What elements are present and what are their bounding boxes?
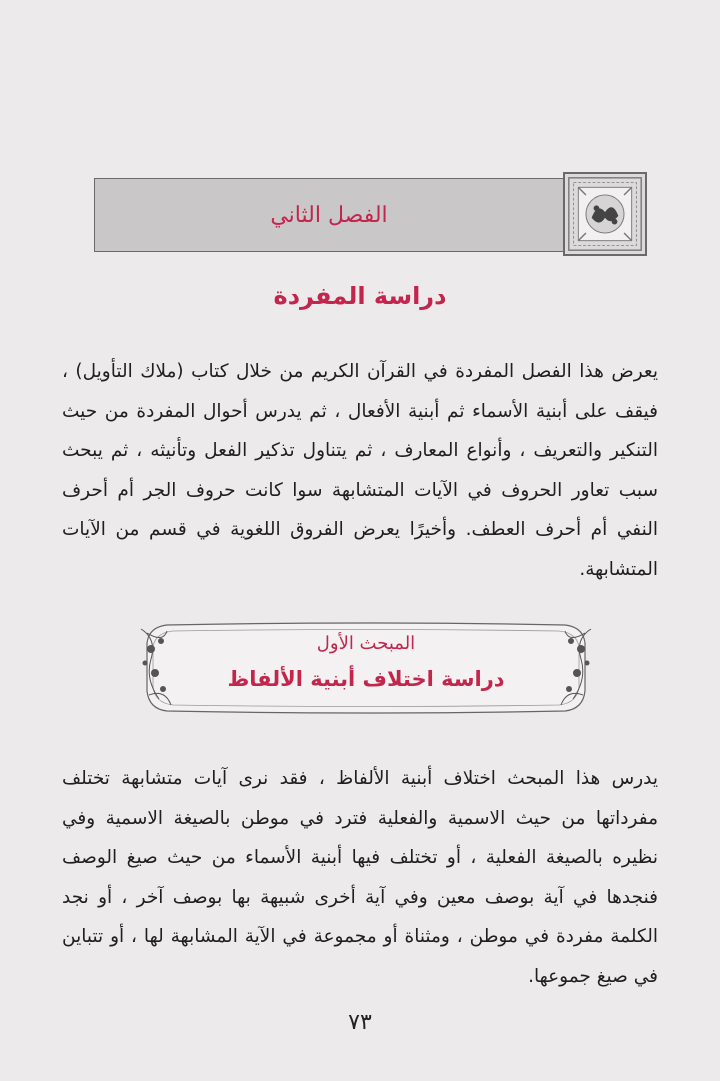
chapter-header [94, 178, 564, 252]
ornament-emblem-icon [563, 172, 647, 256]
subsection-label: المبحث الأول [316, 633, 416, 654]
subsection-title: دراسة اختلاف أبنية الألفاظ [227, 667, 505, 691]
page-number: ٧٣ [348, 1010, 372, 1035]
section-paragraph: يعرض هذا الفصل المفردة في القرآن الكريم من خلال كتاب (ملاك التأويل) ، فيقف على أبنية الأسماء ثم أبنية الأفعال ، ثم يدرس أحوال المفردة من حيث التنكير والتعريف ، وأنواع المعارف ، ثم يتناول تذكير الفعل وتأنيثه ، ثم يبحث سبب تعاور الحروف في الآيات المتشابهة سوا كانت حروف الجر أم أحرف النفي أم أحرف العطف. وأخيرًا يعرض الفروق اللغوية في قسم من الآيات المتشابهة. [62, 361, 658, 580]
section-title: دراسة المفردة [273, 282, 447, 310]
subsection-paragraph: يدرس هذا المبحث اختلاف أبنية الألفاظ ، فقد نرى آيات متشابهة تختلف مفرداتها من حيث الاسمية والفعلية فترد في موطن بالصيغة الاسمية وفي نظيره بالصيغة الفعلية ، أو تختلف فيها أبنية الأسماء من حيث صيغ الوصف فنجدها في آية بوصف معين وفي آية أخرى شبيهة بها بوصف آخر ، أو نجد الكلمة مفردة في موطن ، ومثناة أو مجموعة في الآية المشابهة لها ، أو تتباين في صيغ جموعها. [62, 768, 658, 987]
chapter-title: الفصل الثاني [270, 202, 388, 228]
subsection-frame [137, 619, 595, 715]
